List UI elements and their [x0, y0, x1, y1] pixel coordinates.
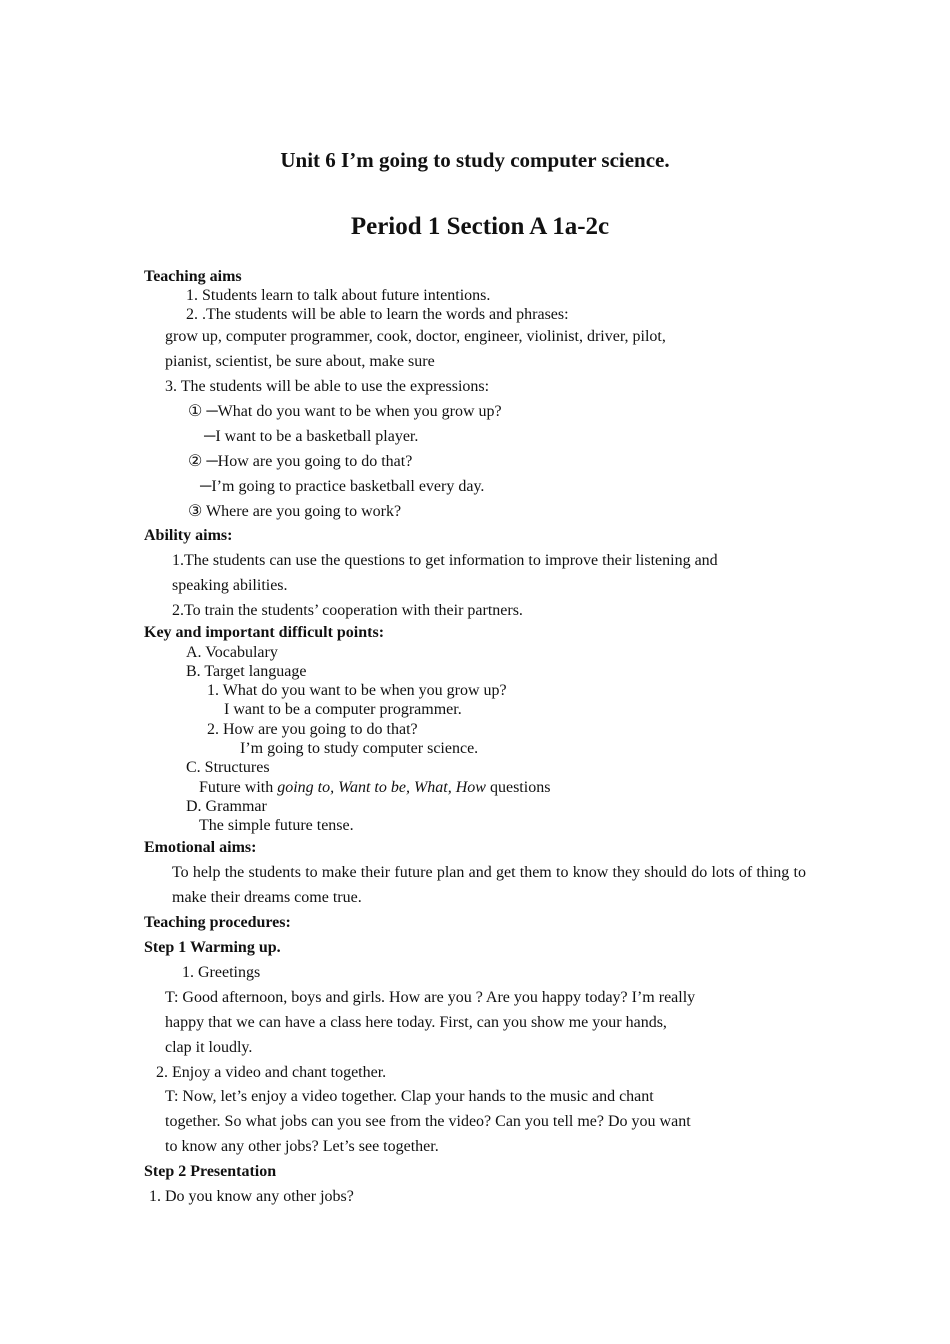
- step-1-teacher-2-line-2: together. So what jobs can you see from the video? Can you tell me? Do you want: [165, 1113, 691, 1130]
- teaching-aims-heading: Teaching aims: [144, 268, 242, 285]
- teaching-aim-3: 3. The students will be able to use the expressions:: [165, 378, 490, 395]
- word-list-line-1: grow up, computer programmer, cook, doctor, engineer, violinist, driver, pilot,: [165, 328, 666, 345]
- step-1-item-1: 1. Greetings: [182, 964, 261, 981]
- key-point-d: D. Grammar: [186, 798, 267, 815]
- emotional-aims-text: To help the students to make their future plan and get them to know they should do lots of thing to make their dreams come true.: [172, 864, 806, 906]
- step-1-teacher-1-line-1: T: Good afternoon, boys and girls. How are you ? Are you happy today? I’m really: [165, 989, 696, 1006]
- ability-aim-2: 2.To train the students’ cooperation with their partners.: [172, 602, 523, 619]
- ability-aim-1-line-1: 1.The students can use the questions to get information to improve their listening and: [172, 552, 718, 569]
- step-2-heading: Step 2 Presentation: [144, 1163, 277, 1180]
- period-title: Period 1 Section A 1a-2c: [350, 213, 610, 240]
- structures-text: [199, 778, 550, 798]
- target-language-2-answer: I’m going to study computer science.: [240, 740, 479, 757]
- expression-2-answer: ─I’m going to practice basketball every day.: [200, 478, 485, 495]
- expression-3: ③ Where are you going to work?: [188, 503, 402, 520]
- expression-1-question: ① ─What do you want to be when you grow up?: [188, 403, 502, 420]
- step-1-teacher-2-line-3: to know any other jobs? Let’s see together.: [165, 1138, 439, 1155]
- key-points-heading: Key and important difficult points:: [144, 624, 385, 641]
- step-1-teacher-1-line-2: happy that we can have a class here today. First, can you show me your hands,: [165, 1014, 667, 1031]
- word-list-line-2: pianist, scientist, be sure about, make sure: [165, 353, 435, 370]
- step-1-item-2: 2. Enjoy a video and chant together.: [156, 1064, 387, 1081]
- teaching-aim-2: 2. .The students will be able to learn the words and phrases:: [186, 306, 569, 323]
- target-language-2-question: 2. How are you going to do that?: [207, 721, 418, 738]
- step-1-teacher-1-line-3: clap it loudly.: [165, 1039, 253, 1056]
- key-point-c: C. Structures: [186, 759, 270, 776]
- expression-2-question: ② ─How are you going to do that?: [188, 453, 413, 470]
- structures-suffix: questions: [485, 779, 551, 796]
- key-point-b: B. Target language: [186, 663, 307, 680]
- structures-italic: going to, Want to be, What, How: [277, 779, 486, 796]
- expression-1-answer: ─I want to be a basketball player.: [204, 428, 419, 445]
- target-language-1-question: 1. What do you want to be when you grow up?: [207, 682, 507, 699]
- structures-prefix: Future with: [199, 779, 278, 796]
- target-language-1-answer: I want to be a computer programmer.: [224, 701, 462, 718]
- grammar-text: The simple future tense.: [199, 817, 354, 834]
- emotional-aims-heading: Emotional aims:: [144, 839, 257, 856]
- step-1-teacher-2-line-1: T: Now, let’s enjoy a video together. Clap your hands to the music and chant: [165, 1088, 654, 1105]
- procedures-heading: Teaching procedures:: [144, 914, 291, 931]
- teaching-aim-1: 1. Students learn to talk about future intentions.: [186, 287, 491, 304]
- unit-title: Unit 6 I’m going to study computer science.: [280, 148, 670, 172]
- key-point-a: A. Vocabulary: [186, 644, 278, 661]
- step-2-item-1: 1. Do you know any other jobs?: [149, 1188, 354, 1205]
- ability-aim-1-line-2: speaking abilities.: [172, 577, 288, 594]
- ability-aims-heading: Ability aims:: [144, 527, 233, 544]
- step-1-heading: Step 1 Warming up.: [144, 939, 281, 956]
